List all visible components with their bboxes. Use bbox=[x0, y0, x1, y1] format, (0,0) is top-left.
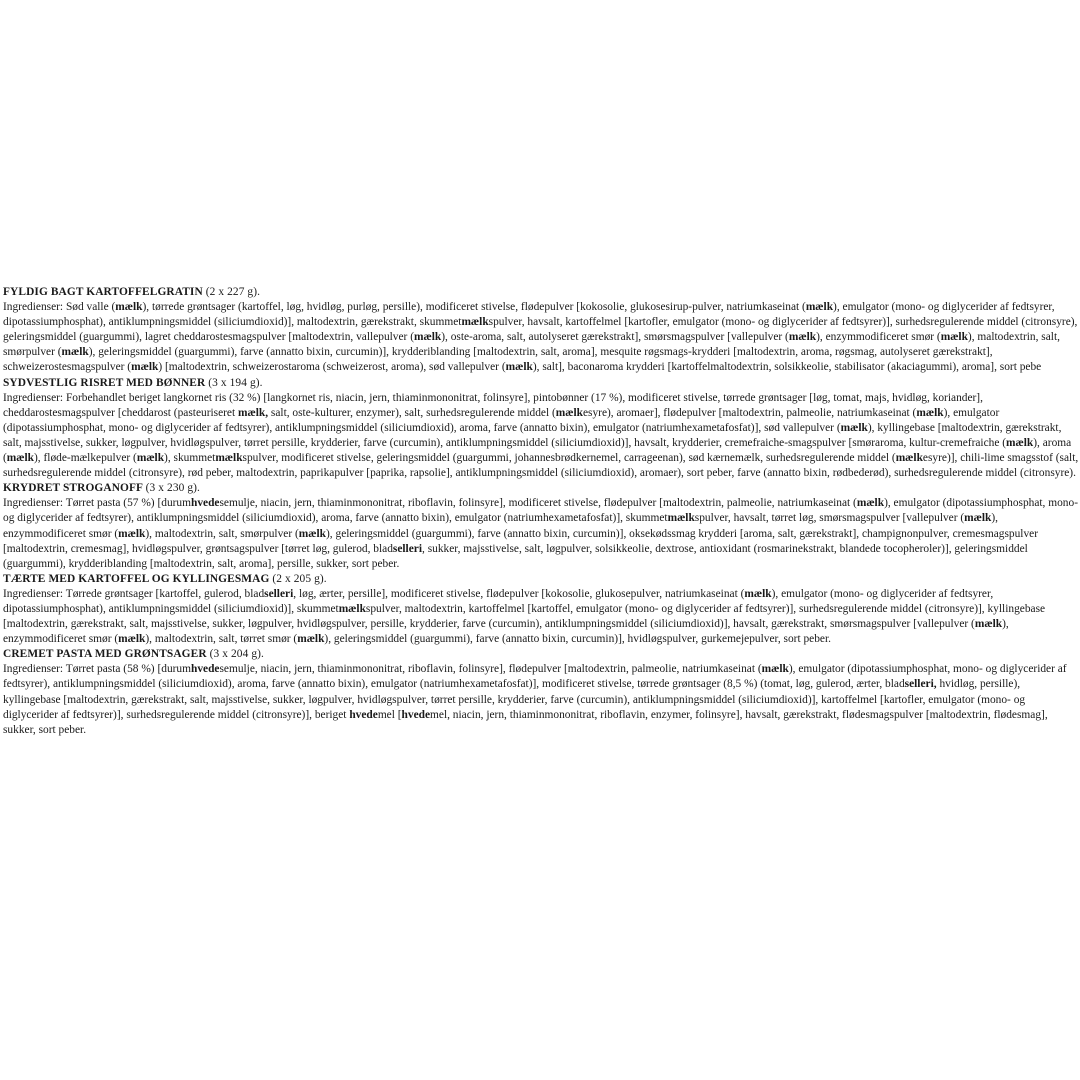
allergen-text: selleri bbox=[392, 542, 422, 555]
allergen-text: mælk bbox=[136, 452, 165, 465]
ingredient-text: hvidløg, persille), kyllingebase [maltodextrin, gærekstrakt, salt, majsstivelse, sukker, løgpulver, hvidløgspulver, tørret persille, krydderier, farve (curcumin), antiklumpningsmiddel (siliciumdioxid)], kartoffelmel [kartofler, emulgator (mono- og diglycerider af fedtsyrer)], surhedsregulerende middel (citronsyre)], beriget bbox=[3, 678, 1026, 721]
product-name: CREMET PASTA MED GRØNTSAGER bbox=[3, 648, 207, 661]
product-section bbox=[3, 481, 1079, 572]
ingredient-text: mel [ bbox=[377, 708, 402, 721]
allergen-text: mælk bbox=[115, 301, 143, 314]
product-section bbox=[3, 285, 1079, 376]
allergen-text: mælk bbox=[505, 361, 533, 374]
allergen-text: mælk, bbox=[238, 406, 269, 419]
ingredient-text: ), maltodextrin, salt, tørret smør ( bbox=[145, 633, 298, 646]
product-title bbox=[3, 376, 1079, 391]
ingredient-text: ), geleringsmiddel (guargummi), farve (annatto bixin, curcumin)], oksekødssmag krydderi [aroma, salt, gærekstrakt], champignonpulver, cremesmagspulver [maltodextrin, cremesmag], hvidløgspulver, grøntsagspulver [tørret løg, gulerod, blad bbox=[3, 527, 1039, 555]
product-name: KRYDRET STROGANOFF bbox=[3, 482, 143, 495]
ingredient-text: esyre)], chili-lime smagsstof (salt, surhedsregulerende middel (citronsyre), rød peber, maltodextrin, paprikapulver [paprika, rapsolie], antiklumpningsmiddel (siliciumdioxid), aromaer), sort peber, farve (annatto bixin, rødbederød), surhedsregulerende middel (citronsyre). bbox=[3, 452, 1079, 480]
product-name: SYDVESTLIG RISRET MED BØNNER bbox=[3, 376, 206, 389]
ingredient-text: mel, niacin, jern, thiaminmononitrat, riboflavin, enzymer, folinsyre], havsalt, gærekstrakt, flødesmagspulver [maltodextrin, flødesmag], sukker, sort peber. bbox=[3, 708, 1048, 736]
allergen-text: mælk bbox=[338, 602, 366, 615]
ingredient-text: Ingredienser: Sød valle ( bbox=[3, 301, 116, 314]
allergen-text: mælk bbox=[856, 497, 885, 510]
ingredient-text: ), tørrede grøntsager (kartoffel, løg, hvidløg, purløg, persille), modificeret stivelse, flødepulver [kokosolie, glukosesirup-pulver, natriumkaseinat ( bbox=[142, 301, 806, 314]
ingredient-list bbox=[3, 587, 1079, 647]
allergen-text: mælk bbox=[131, 361, 159, 374]
product-quantity: (2 x 227 g). bbox=[205, 286, 261, 298]
ingredient-text: salt, oste-kulturer, enzymer), salt, surhedsregulerende middel ( bbox=[268, 406, 556, 419]
product-name: FYLDIG BAGT KARTOFFELGRATIN bbox=[3, 286, 203, 298]
allergen-text: hvede bbox=[190, 497, 220, 510]
ingredient-text: ), emulgator (dipotassiumphosphat, mono- og diglycerider af fedtsyrer), antiklumpningsmiddel (siliciumdioxid), aroma, farve (annatto bixin), emulgator (natriumhexametafosfat)], skummet bbox=[3, 497, 1078, 525]
ingredient-text: semulje, niacin, jern, thiaminmononitrat, riboflavin, folinsyre], flødepulver [maltodextrin, palmeolie, natriumkaseinat ( bbox=[219, 663, 762, 676]
ingredient-text: , løg, ærter, persille], modificeret stivelse, flødepulver [kokosolie, glukosepulver, natriumkaseinat ( bbox=[293, 587, 745, 600]
allergen-text: mælk bbox=[297, 633, 325, 646]
allergen-text: mælk bbox=[215, 452, 243, 465]
allergen-text: mælk bbox=[840, 421, 868, 434]
allergen-text: mælk bbox=[118, 527, 146, 540]
ingredient-text: spulver, modificeret stivelse, geleringsmiddel (guargummi, johannesbrødkernemel, carrageenan), sød kærnemælk, surhedsregulerende middel ( bbox=[242, 452, 896, 465]
ingredient-text: spulver, havsalt, tørret løg, smørsmagspulver [vallepulver ( bbox=[694, 512, 965, 525]
allergen-text: hvede bbox=[349, 708, 378, 721]
allergen-text: mælk bbox=[916, 406, 944, 419]
ingredient-text: ), fløde-mælkepulver ( bbox=[34, 452, 137, 465]
ingredient-text: ), aroma ( bbox=[3, 436, 1072, 465]
allergen-text: mælk bbox=[974, 618, 1003, 631]
allergen-text: mælk bbox=[118, 633, 146, 646]
product-title bbox=[3, 647, 1079, 662]
allergen-text: mælk bbox=[788, 331, 817, 344]
ingredient-text: Ingredienser: Tørret pasta (57 %) [durum bbox=[3, 497, 191, 510]
ingredient-list bbox=[3, 391, 1079, 482]
allergen-text: mælk bbox=[298, 527, 327, 540]
product-quantity: (3 x 204 g). bbox=[209, 648, 264, 661]
ingredient-text: ), maltodextrin, salt, smørpulver ( bbox=[3, 331, 1060, 359]
allergen-text: mælk bbox=[805, 301, 834, 314]
ingredient-text: ), emulgator (mono- og diglycerider af fedtsyrer, dipotassiumphosphat), antiklumpningsmiddel (siliciumdioxid)], skummet bbox=[3, 587, 994, 615]
ingredient-text: Ingredienser: Tørrede grøntsager [kartoffel, gulerod, blad bbox=[3, 587, 265, 600]
allergen-text: mælk bbox=[6, 452, 35, 465]
ingredient-text: spulver, havsalt, kartoffelmel [kartofler, emulgator (mono- og diglycerider af fedtsyrer)], surhedsregulerende middel (citronsyre), geleringsmiddel (guargummi), lagret cheddarostesmagspulver [maltodextrin, vallepulver ( bbox=[3, 316, 1078, 344]
product-quantity: (3 x 230 g). bbox=[145, 482, 200, 495]
product-section bbox=[3, 572, 1079, 647]
allergen-text: mælk bbox=[895, 452, 923, 465]
product-quantity: (3 x 194 g). bbox=[208, 376, 263, 389]
allergen-text: mælk bbox=[461, 316, 489, 329]
product-quantity: (2 x 205 g). bbox=[272, 572, 327, 585]
ingredient-text: esyre), aromaer], flødepulver [maltodextrin, palmeolie, natriumkaseinat ( bbox=[582, 406, 917, 419]
ingredient-text: Ingredienser: Forbehandlet beriget langkornet ris (32 %) [langkornet ris, niacin, jern, thiaminmononitrat, folinsyre], pintobønner (17 %), modificeret stivelse, tørrede grøntsager [løg, tomat, majs, hvidløg, koriander], cheddarostesmagspulver [cheddarost (pasteuriseret bbox=[3, 391, 983, 419]
allergen-text: selleri bbox=[264, 587, 294, 600]
ingredient-text: ), skummet bbox=[164, 452, 216, 465]
allergen-text: mælk bbox=[61, 346, 89, 359]
allergen-text: mælk bbox=[1006, 436, 1034, 449]
allergen-text: mælk bbox=[667, 512, 695, 525]
ingredient-text: ), maltodextrin, salt, smørpulver ( bbox=[145, 527, 299, 540]
ingredient-text: ), geleringsmiddel (guargummi), farve (annatto bixin, curcumin)], hvidløgspulver, gurkemejepulver, sort peber. bbox=[324, 633, 831, 646]
ingredient-text: Ingredienser: Tørret pasta (58 %) [durum bbox=[3, 663, 191, 676]
allergen-text: mælk bbox=[964, 512, 992, 525]
allergen-text: mælk bbox=[414, 331, 442, 344]
ingredient-text: ), emulgator (dipotassiumphosphat, mono- og diglycerider af fedtsyrer), antiklumpningsmiddel (siliciumdioxid), aroma, farve (annatto bixin), emulgator (natriumhexametafosfat)], modificeret stivelse, tørrede grøntsager (8,5 %) (tomat, løg, gulerod, ærter, blad bbox=[3, 663, 1067, 691]
ingredient-text: ), oste-aroma, salt, autolyseret gærekstrakt], smørsmagspulver [vallepulver ( bbox=[441, 331, 789, 344]
ingredient-list bbox=[3, 496, 1079, 571]
allergen-text: mælk bbox=[761, 663, 789, 676]
ingredient-text: ), enzymmodificeret smør ( bbox=[3, 618, 1009, 646]
product-title bbox=[3, 572, 1079, 587]
ingredient-list bbox=[3, 662, 1079, 737]
ingredient-text: ), emulgator (dipotassiumphosphat, mono- og diglycerider af fedtsyrer), antiklumpningsmiddel (siliciumdioxid), aroma, farve (annatto bixin), emulgator (natriumhexametafosfat)], sød vallepulver ( bbox=[3, 406, 1000, 434]
product-section bbox=[3, 647, 1079, 738]
allergen-text: mælk bbox=[555, 406, 583, 419]
allergen-text: hvede bbox=[401, 708, 431, 721]
ingredient-text: ) [maltodextrin, schweizerostaroma (schweizerost, aroma), sød vallepulver ( bbox=[158, 361, 506, 374]
allergen-text: hvede bbox=[190, 663, 220, 676]
ingredient-text: semulje, niacin, jern, thiaminmononitrat, riboflavin, folinsyre], modificeret stivelse, flødepulver [maltodextrin, palmeolie, natriumkaseinat ( bbox=[219, 497, 857, 510]
ingredient-text: ), emulgator (mono- og diglycerider af fedtsyrer, dipotassiumphosphat), antiklumpningsmiddel (siliciumdioxid)], maltodextrin, gærekstrakt, skummet bbox=[3, 301, 1055, 329]
allergen-text: selleri, bbox=[904, 678, 937, 691]
allergen-text: mælk bbox=[940, 331, 968, 344]
ingredient-text: ), enzymmodificeret smør ( bbox=[816, 331, 941, 344]
ingredient-text: , sukker, majsstivelse, salt, løgpulver, solsikkeolie, dextrose, antioxidant (rosmarinekstrakt, blandede tocopheroler)], geleringsmiddel (guargummi), krydderiblanding [maltodextrin, salt, aroma], persille, sukker, sort peber. bbox=[3, 542, 1028, 570]
ingredient-list bbox=[3, 300, 1079, 375]
product-section bbox=[3, 376, 1079, 482]
product-title bbox=[3, 481, 1079, 496]
ingredient-document bbox=[3, 285, 1079, 738]
ingredient-text: spulver, maltodextrin, kartoffelmel [kartoffel, emulgator (mono- og diglycerider af fedtsyrer)], surhedsregulerende middel (citronsyre)], kyllingebase [maltodextrin, gærekstrakt, salt, majsstivelse, sukker, løgpulver, hvidløgspulver, persille, krydderier, farve (curcumin), antiklumpningsmiddel (siliciumdioxid)], havsalt, gærekstrakt, smørsmagspulver [vallepulver ( bbox=[3, 602, 1046, 631]
ingredient-text: ), enzymmodificeret smør ( bbox=[3, 512, 999, 540]
product-name: TÆRTE MED KARTOFFEL OG KYLLINGESMAG bbox=[3, 572, 270, 585]
allergen-text: mælk bbox=[744, 587, 772, 600]
ingredient-text: ), kyllingebase [maltodextrin, gærekstrakt, salt, majsstivelse, sukker, løgpulver, hvidløgspulver, tørret persille, krydderier, farve (curcumin), antiklumpningsmiddel (siliciumdioxid)], havsalt, krydderier, cremefraiche-smagspulver [smøraroma, kultur-cremefraiche ( bbox=[3, 421, 1062, 449]
product-title bbox=[3, 285, 1079, 300]
ingredient-text: ), geleringsmiddel (guargummi), farve (annatto bixin, curcumin)], krydderiblanding [maltodextrin, salt, aroma], mesquite røgsmags-krydderi [maltodextrin, aroma, røgsmag, autolyseret gærekstrakt], schweizerostesmagspulver ( bbox=[3, 346, 993, 374]
ingredient-text: ), salt], baconaroma krydderi [kartoffelmaltodextrin, solsikkeolie, stabilisator (akaciagummi), aroma], sort pebe bbox=[532, 361, 1042, 374]
